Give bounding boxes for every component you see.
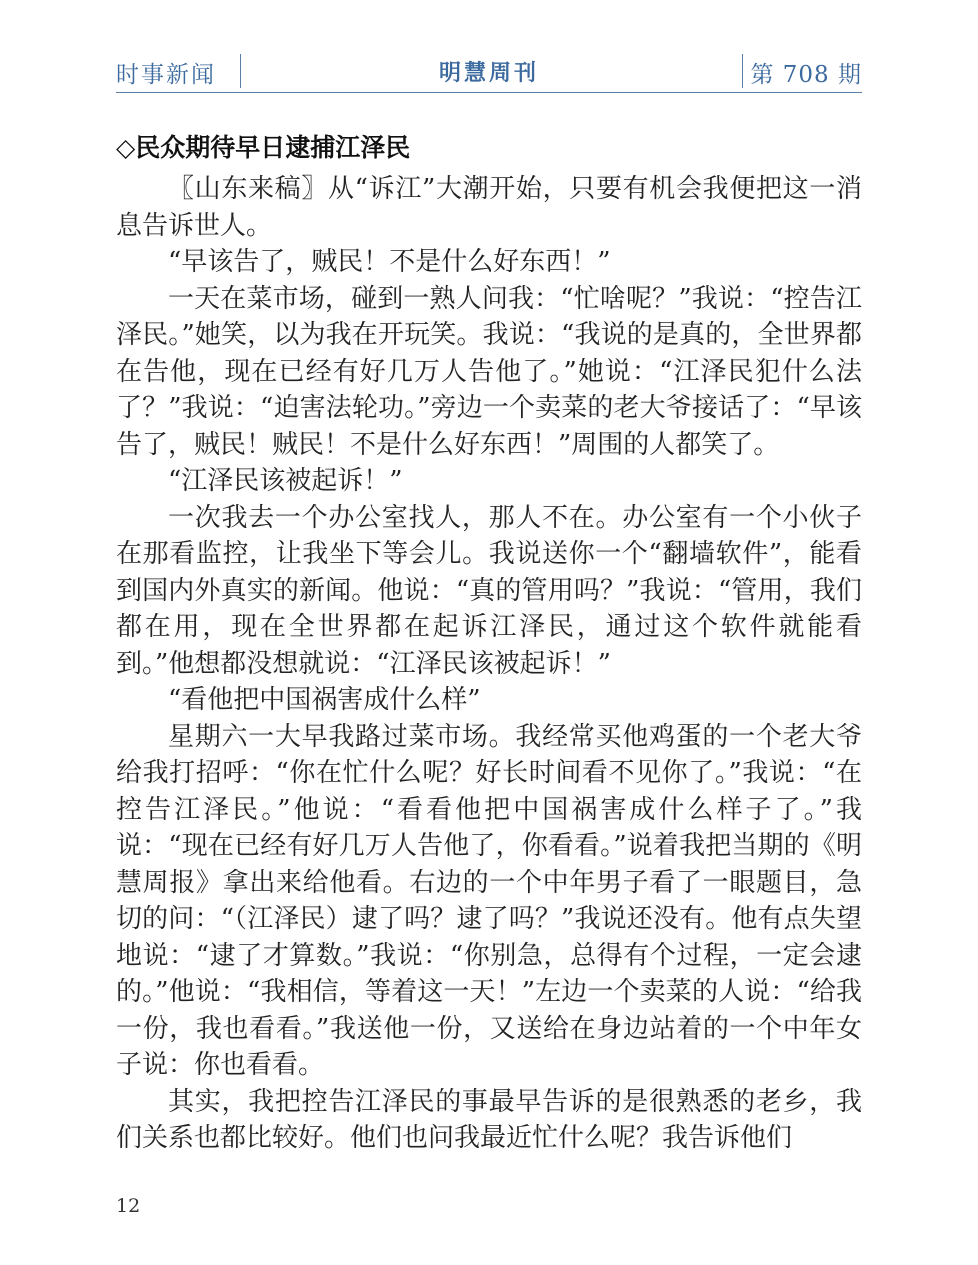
paragraph: 一天在菜市场，碰到一熟人问我：“忙啥呢？”我说：“控告江泽民。”她笑，以为我在开玩笑。我说：“我说的是真的，全世界都在告他，现在已经有好几万人告他了。”她说：“江泽民犯什么法了？”我说：“迫害法轮功。”旁边一个卖菜的老大爷接话了：“早该告了，贼民！贼民！不是什么好东西！”周围的人都笑了。 — [116, 283, 862, 460]
subheading-quote: “早该告了，贼民！不是什么好东西！” — [168, 247, 611, 277]
paragraph: 一次我去一个办公室找人，那人不在。办公室有一个小伙子在那看监控，让我坐下等会儿。我说送你一个“翻墙软件”，能看到国内外真实的新闻。他说：“真的管用吗？”我说：“管用，我们都在用，现在全世界都在起诉江泽民，通过这个软件就能看到。”他想都没想就说：“江泽民该被起诉！” — [116, 502, 862, 679]
page-header — [116, 50, 862, 93]
header-section-label: 时事新闻 — [116, 62, 216, 88]
header-divider-right — [742, 54, 743, 88]
subheading-quote: “看他把中国祸害成什么样” — [168, 685, 481, 715]
subheading-quote: “江泽民该被起诉！” — [168, 466, 403, 496]
header-publication-title: 明慧周刊 — [438, 60, 539, 86]
paragraph: 其实，我把控告江泽民的事最早告诉的是很熟悉的老乡，我们关系也都比较好。他们也问我最近忙什么呢？我告诉他们 — [116, 1086, 862, 1153]
paragraph: 星期六一大早我路过菜市场。我经常买他鸡蛋的一个老大爷给我打招呼：“你在忙什么呢？好长时间看不见你了。”我说：“在控告江泽民。”他说：“看看他把中国祸害成什么样子了。”我说：“现在已经有好几万人告他了，你看看。”说着我把当期的《明慧周报》拿出来给他看。右边的一个中年男子看了一眼题目，急切的问：“（江泽民）逮了吗？逮了吗？”我说还没有。他有点失望地说：“逮了才算数。”我说：“你别急，总得有个过程，一定会逮的。”他说：“我相信，等着这一天！”左边一个卖菜的人说：“给我一份，我也看看。”我送他一份，又送给在身边站着的一个中年女子说：你也看看。 — [116, 721, 862, 1080]
article-title: ◇民众期待早日逮捕江泽民 — [116, 133, 411, 162]
article-body — [116, 171, 862, 1157]
header-issue-number: 第 708 期 — [750, 62, 862, 88]
paragraph: 〖山东来稿〗从“诉江”大潮开始，只要有机会我便把这一消息告诉世人。 — [116, 174, 862, 241]
page-number: 12 — [116, 1195, 141, 1217]
